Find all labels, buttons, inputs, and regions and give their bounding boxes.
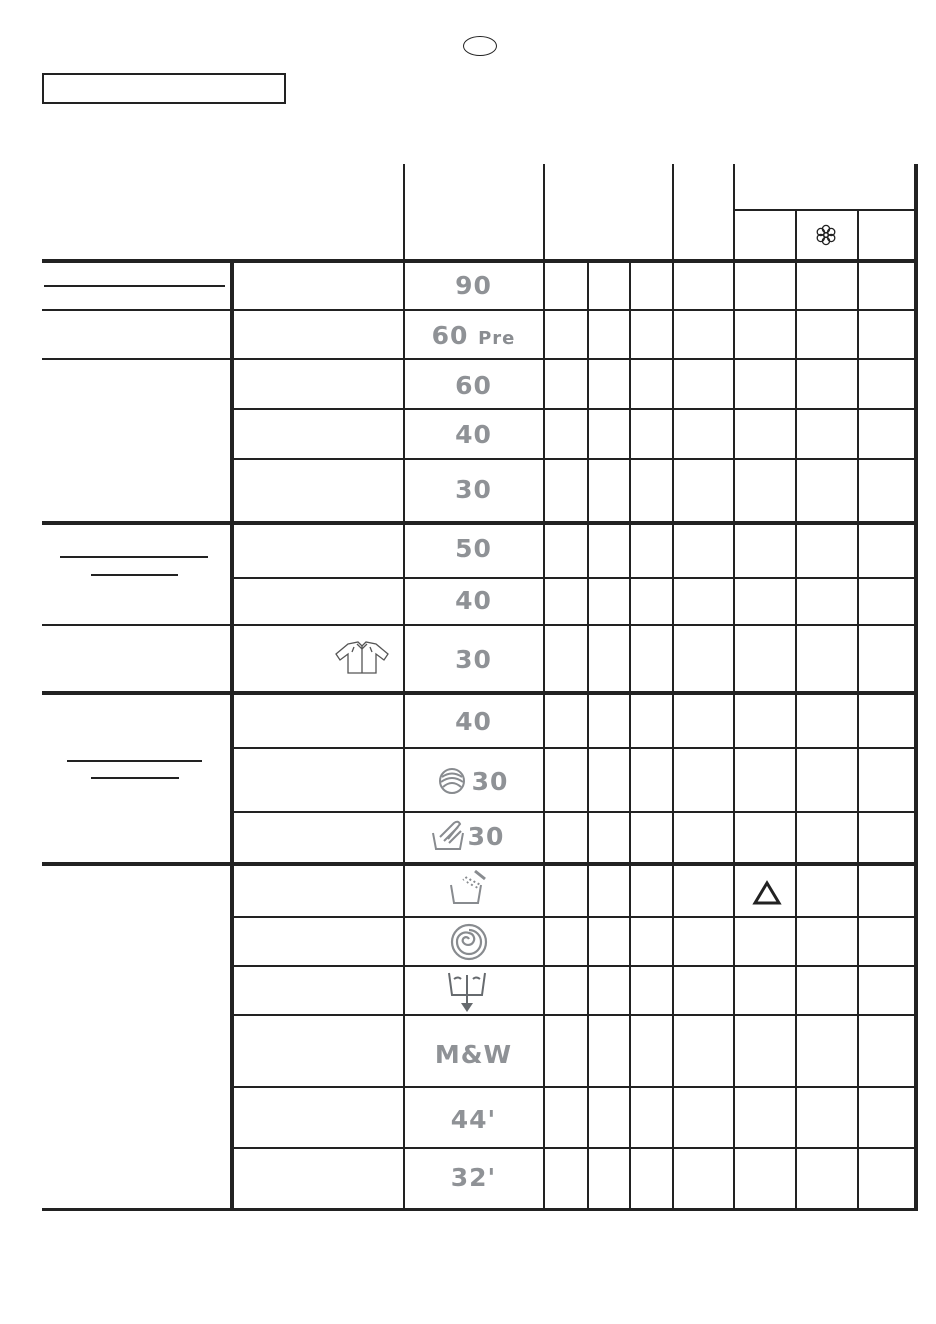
group-label-line [60,556,208,558]
table-rule [42,862,918,866]
table-rule [629,263,631,1210]
shirt-icon [330,640,394,676]
programme-label: 50 [455,534,492,563]
language-badge [463,36,497,56]
programme-label: 40 [455,707,492,736]
drain-icon [445,969,491,1015]
handwash-icon [430,817,468,853]
section-title-box [42,73,286,104]
table-rule [232,965,918,967]
table-rule [42,259,918,263]
table-rule [734,209,917,211]
table-rule [232,916,918,918]
table-rule [795,209,797,1210]
table-rule [232,1147,918,1149]
programme-label: 30 [467,822,505,851]
table-rule [232,458,918,460]
programme-label: 44' [450,1105,497,1134]
group-label-line [91,777,179,779]
table-rule [42,624,918,626]
programme-label: 40 [455,586,492,615]
programme-label: M&W [434,1040,513,1069]
table-rule [857,209,859,1210]
programme-label: 40 [455,420,492,449]
rinse-icon [447,869,489,907]
group-label-line [91,574,178,576]
table-rule [543,164,545,1210]
programme-label: 90 [455,271,492,300]
table-rule [42,309,918,311]
table-rule [672,164,674,1210]
table-rule [232,811,918,813]
table-rule [232,1014,918,1016]
programme-label: 30 [455,475,492,504]
group-label-line [44,285,225,287]
table-rule [232,408,918,410]
wool-icon [437,766,467,796]
programme-label: 60 Pre [431,321,516,350]
spin-icon [449,922,489,962]
table-rule [42,691,918,695]
prewash-label: Pre [478,328,516,349]
group-label-line [67,760,202,762]
programme-label: 30 [455,645,492,674]
flower-icon [815,224,837,246]
table-rule [587,263,589,1210]
table-rule [232,747,918,749]
warning-triangle-icon [752,880,782,906]
table-rule [914,164,918,1210]
table-rule [42,1208,918,1211]
programme-label: 60 [455,371,492,400]
table-rule [230,261,234,1210]
table-rule [232,577,918,579]
table-rule [232,1086,918,1088]
table-rule [733,164,735,1210]
table-rule [42,358,918,360]
programme-label: 32' [450,1163,497,1192]
table-rule [42,521,918,525]
programme-label: 30 [471,767,509,796]
